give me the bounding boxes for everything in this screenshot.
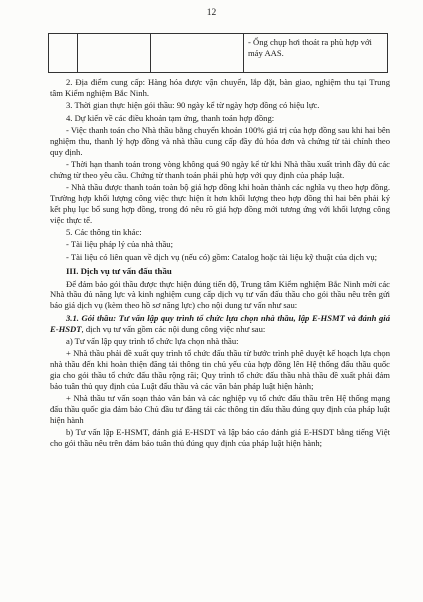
table-cell	[78, 34, 151, 73]
paragraph: - Tài liệu có liên quan về dịch vụ (nếu có) gồm: Catalog hoặc tài liệu kỹ thuật của dịch vụ;	[66, 251, 378, 262]
paragraph: 3. Thời gian thực hiện gói thầu: 90 ngày kể từ ngày hợp đồng có hiệu lực.	[66, 100, 320, 111]
paragraph: - Nhà thầu được thanh toán toàn bộ giá hợp đồng khi hoàn thành các nghĩa vụ theo hợp đồng. Trường hợp khối lượng công việc thực hiện ít hơn khối lượng theo hợp đồng thì hai bên phải ký kết phụ lục bổ sung hợp đồng, trong đó nêu rõ giá hợp đồng mới tương ứng với khối lượng công việc thực tế.	[50, 182, 390, 225]
specification-table-fragment	[48, 33, 388, 73]
paragraph: + Nhà thầu phải đề xuất quy trình tổ chức đấu thầu từ bước trình phê duyệt kế hoạch lựa chọn nhà thầu đến khi hoàn thiện đăng tải thông tin chủ yếu của hợp đồng lên Hệ thống đấu thầu quốc gia cho gói thầu tổ chức đấu thầu rộng rãi; Quy trình tổ chức đấu thầu nhà thầu đề xuất phải đảm bảo tuân thủ quy định của Luật đấu thầu và các văn bản pháp luật hiện hành;	[50, 348, 390, 391]
paragraph: - Việc thanh toán cho Nhà thầu bằng chuyển khoản 100% giá trị của hợp đồng sau khi hai bên nghiệm thu, thanh lý hợp đồng và nhà thầu cung cấp đầy đủ hóa đơn và chứng từ tài chính theo quy định.	[50, 124, 390, 157]
paragraph: b) Tư vấn lập E-HSMT, đánh giá E-HSDT và lập báo cáo đánh giá E-HSDT bằng tiếng Việt cho gói thầu nêu trên đảm bảo tuân thủ đúng quy định của pháp luật hiện hành;	[50, 427, 390, 449]
document-body	[50, 77, 390, 450]
table-cell	[49, 34, 78, 73]
paragraph: Để đảm bảo gói thầu được thực hiện đúng tiến độ, Trung tâm Kiểm nghiệm Bắc Ninh mời các Nhà thầu đủ năng lực và kinh nghiệm cung cấp dịch vụ tư vấn đấu thầu cho gói thầu nêu trên gửi báo giá dịch vụ (kèm theo hồ sơ năng lực) cho nội dung tư vấn như sau:	[50, 278, 390, 311]
paragraph: 4. Dự kiến về các điều khoản tạm ứng, thanh toán hợp đồng:	[66, 112, 275, 123]
paragraph: a) Tư vấn lập quy trình tổ chức lựa chọn nhà thầu:	[66, 335, 239, 346]
paragraph: - Tài liệu pháp lý của nhà thầu;	[66, 239, 173, 250]
table-row	[49, 34, 388, 73]
item-title-rest: , dịch vụ tư vấn gồm các nội dung công việc như sau:	[81, 323, 266, 334]
item-paragraph	[50, 313, 390, 335]
paragraph: + Nhà thầu tư vấn soạn thảo văn bản và các nghiệp vụ tổ chức đấu thầu trên Hệ thống mạng đấu thầu quốc gia đảm bảo Chủ đầu tư đăng tải các thông tin đấu thầu đúng quy định của pháp luật hiện hành	[50, 393, 390, 425]
page-number: 12	[206, 8, 217, 18]
paragraph: 5. Các thông tin khác:	[66, 227, 142, 238]
paragraph: - Thời hạn thanh toán trong vòng không quá 90 ngày kể từ khi Nhà thầu xuất trình đầy đủ các chứng từ theo yêu cầu. Chứng từ thanh toán phải phù hợp với quy định của pháp luật.	[50, 158, 390, 180]
table-cell-description: - Ống chụp hơi thoát ra phù hợp với máy AAS.	[244, 34, 388, 73]
table-cell	[151, 34, 244, 73]
item-title: 3.1. Gói thầu: Tư vấn lập quy trình tổ chức lựa chọn nhà thầu, lập E-HSMT và đánh giá E-HSDT	[50, 312, 390, 334]
paragraph: 2. Địa điểm cung cấp: Hàng hóa được vận chuyển, lắp đặt, bàn giao, nghiệm thu tại Trung tâm Kiểm nghiệm Bắc Ninh.	[50, 77, 390, 98]
section-heading: III. Dịch vụ tư vấn đấu thầu	[66, 265, 172, 276]
